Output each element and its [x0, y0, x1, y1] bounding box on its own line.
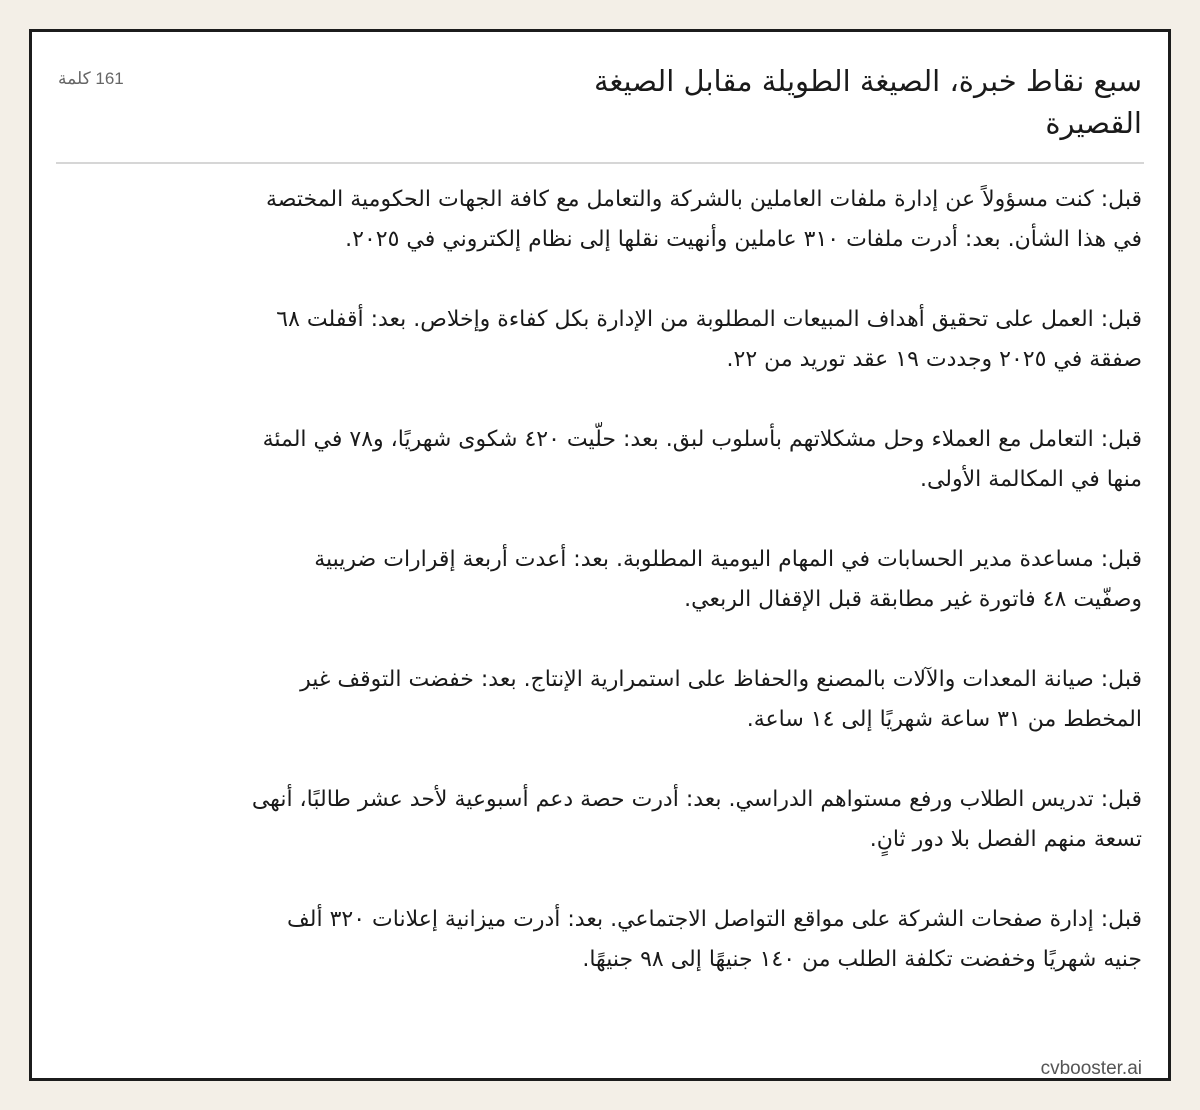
- document-body: [242, 180, 1142, 1020]
- experience-point-1: قبل: كنت مسؤولاً عن إدارة ملفات العاملين بالشركة والتعامل مع كافة الجهات الحكومية المختصة في هذا الشأن. بعد: أدرت ملفات ٣١٠ عاملين وأنهيت نقلها إلى نظام إلكتروني في ٢٠٢٥.: [266, 187, 1142, 252]
- experience-point-5: قبل: صيانة المعدات والآلات بالمصنع والحفاظ على استمرارية الإنتاج. بعد: خفضت التوقف غير المخطط من ٣١ ساعة شهريًا إلى ١٤ ساعة.: [300, 667, 1142, 732]
- document-card: [29, 29, 1171, 1081]
- document-header: [56, 56, 1144, 164]
- word-count: 161 كلمة: [58, 69, 124, 88]
- brand-watermark: cvbooster.ai: [1040, 1058, 1142, 1079]
- experience-point-6: قبل: تدريس الطلاب ورفع مستواهم الدراسي. بعد: أدرت حصة دعم أسبوعية لأحد عشر طالبًا، أنهى تسعة منهم الفصل بلا دور ثانٍ.: [251, 787, 1142, 852]
- experience-point-4: قبل: مساعدة مدير الحسابات في المهام اليومية المطلوبة. بعد: أعدت أربعة إقرارات ضريبية وصفّيت ٤٨ فاتورة غير مطابقة قبل الإقفال الربعي.: [314, 547, 1142, 612]
- experience-point-2: قبل: العمل على تحقيق أهداف المبيعات المطلوبة من الإدارة بكل كفاءة وإخلاص. بعد: أقفلت ٦٨ صفقة في ٢٠٢٥ وجددت ١٩ عقد توريد من ٢٢.: [276, 307, 1142, 372]
- experience-point-7: قبل: إدارة صفحات الشركة على مواقع التواصل الاجتماعي. بعد: أدرت ميزانية إعلانات ٣٢٠ ألف جنيه شهريًا وخفضت تكلفة الطلب من ١٤٠ جنيهًا إلى ٩٨ جنيهًا.: [287, 907, 1142, 972]
- document-title: سبع نقاط خبرة، الصيغة الطويلة مقابل الصيغة القصيرة: [593, 64, 1142, 140]
- experience-point-3: قبل: التعامل مع العملاء وحل مشكلاتهم بأسلوب لبق. بعد: حلّيت ٤٢٠ شكوى شهريًا، و٧٨ في المئة منها في المكالمة الأولى.: [262, 427, 1142, 492]
